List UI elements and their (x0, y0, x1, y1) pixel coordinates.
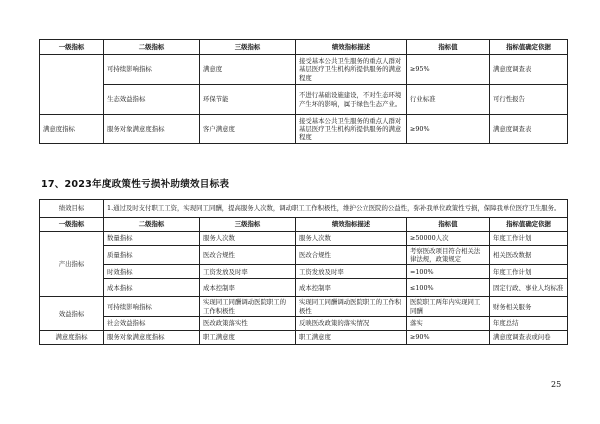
header-basis: 指标值确定依据 (490, 40, 568, 55)
level2-cell: 质量指标 (104, 246, 200, 265)
value-cell: 行业标准 (407, 85, 490, 115)
table-row (40, 279, 568, 297)
header-level3: 三级指标 (200, 218, 296, 232)
level3-cell: 医改合规性 (200, 246, 296, 265)
table-header-row (40, 40, 568, 55)
table-row (40, 297, 568, 316)
level3-cell: 医改政策落实性 (200, 316, 296, 330)
level3-cell: 工资发放及时率 (200, 265, 296, 279)
header-level2: 二级指标 (104, 40, 200, 55)
basis-cell: 相关医改数据 (490, 246, 568, 265)
table-row (40, 316, 568, 330)
level1-cell: 满意度指标 (40, 330, 104, 344)
goal-row (40, 200, 568, 218)
value-cell: 落实 (407, 316, 490, 330)
table-header-row (40, 218, 568, 232)
value-cell: ≥95% (407, 55, 490, 85)
level3-cell: 满意度 (200, 55, 296, 85)
level3-cell: 成本控制率 (200, 279, 296, 297)
basis-cell: 固定行政、事业人均标准 (490, 279, 568, 297)
value-cell: 考察医改项目符合相关法律法规，政策规定 (407, 246, 490, 265)
header-basis: 指标值确定依据 (490, 218, 568, 232)
level2-cell: 生态效益指标 (104, 85, 200, 115)
level2-cell: 服务对象满意度指标 (104, 115, 200, 144)
table-row (40, 246, 568, 265)
goal-label: 绩效目标 (40, 200, 104, 218)
level3-cell: 环保节能 (200, 85, 296, 115)
header-level3: 三级指标 (200, 40, 296, 55)
header-level1: 一级指标 (40, 40, 104, 55)
performance-goal-table (39, 199, 568, 345)
level2-cell: 数量指标 (104, 232, 200, 246)
level2-cell: 可持续影响指标 (104, 55, 200, 85)
level2-cell: 服务对象满意度指标 (104, 330, 200, 344)
table-continued (39, 39, 568, 144)
level3-cell: 实现同工同酬调动医院职工的工作积极性 (200, 297, 296, 316)
header-value: 指标值 (407, 218, 490, 232)
value-cell: ≥90% (407, 115, 490, 144)
table-row (40, 330, 568, 344)
basis-cell: 年度总结 (490, 316, 568, 330)
description-cell: 实现同工同酬调动医院职工的工作积极性 (296, 297, 407, 316)
table-row (40, 55, 568, 85)
table-row (40, 115, 568, 144)
section-heading: 17、2023年度政策性亏损补助绩效目标表 (41, 179, 230, 190)
description-cell: 医改合规性 (296, 246, 407, 265)
description-cell: 成本控制率 (296, 279, 407, 297)
level2-cell: 成本指标 (104, 279, 200, 297)
basis-cell: 可行性报告 (490, 85, 568, 115)
header-level2: 二级指标 (104, 218, 200, 232)
basis-cell: 年度工作计划 (490, 265, 568, 279)
description-cell: 接受基本公共卫生服务的重点人群对基层医疗卫生机构所提供服务的满意程度 (296, 55, 407, 85)
value-cell: ≥50000人次 (407, 232, 490, 246)
header-value: 指标值 (407, 40, 490, 55)
value-cell: ≤100% (407, 279, 490, 297)
table-row (40, 265, 568, 279)
basis-cell: 满意度调查表 (490, 55, 568, 85)
level1-cell-empty (40, 55, 104, 115)
description-cell: 反映医改政策的落实情况 (296, 316, 407, 330)
description-cell: 工资发放及时率 (296, 265, 407, 279)
description-cell: 接受基本公共卫生服务的重点人群对基层医疗卫生机构所提供服务的满意程度 (296, 115, 407, 144)
value-cell: =100% (407, 265, 490, 279)
level2-cell: 社会效益指标 (104, 316, 200, 330)
description-cell: 不进行基础设施建设，不对生态环境产生坏的影响，属于绿色生态产业。 (296, 85, 407, 115)
level2-cell: 可持续影响指标 (104, 297, 200, 316)
goal-text: 1.通过及时支付职工工资，实现同工同酬，提高服务人次数，调动职工工作积极性，维护公立医院的公益性，弥补我单位政策性亏损，保障我单位医疗卫生服务。 (104, 200, 568, 218)
level1-cell: 产出指标 (40, 232, 104, 297)
table-row (40, 232, 568, 246)
page-number: 25 (551, 380, 562, 389)
basis-cell: 满意度调查表 (490, 115, 568, 144)
header-description: 绩效指标描述 (296, 218, 407, 232)
level1-cell: 效益指标 (40, 297, 104, 330)
level3-cell: 客户满意度 (200, 115, 296, 144)
description-cell: 职工满意度 (296, 330, 407, 344)
header-level1: 一级指标 (40, 218, 104, 232)
basis-cell: 满意度调查表或问卷 (490, 330, 568, 344)
value-cell: 医院职工两年内实现同工同酬 (407, 297, 490, 316)
level3-cell: 职工满意度 (200, 330, 296, 344)
description-cell: 服务人次数 (296, 232, 407, 246)
level1-cell: 满意度指标 (40, 115, 104, 144)
level3-cell: 服务人次数 (200, 232, 296, 246)
basis-cell: 财务相关服务 (490, 297, 568, 316)
header-description: 绩效指标描述 (296, 40, 407, 55)
basis-cell: 年度工作计划 (490, 232, 568, 246)
level2-cell: 时效指标 (104, 265, 200, 279)
table-row (40, 85, 568, 115)
value-cell: ≥90% (407, 330, 490, 344)
